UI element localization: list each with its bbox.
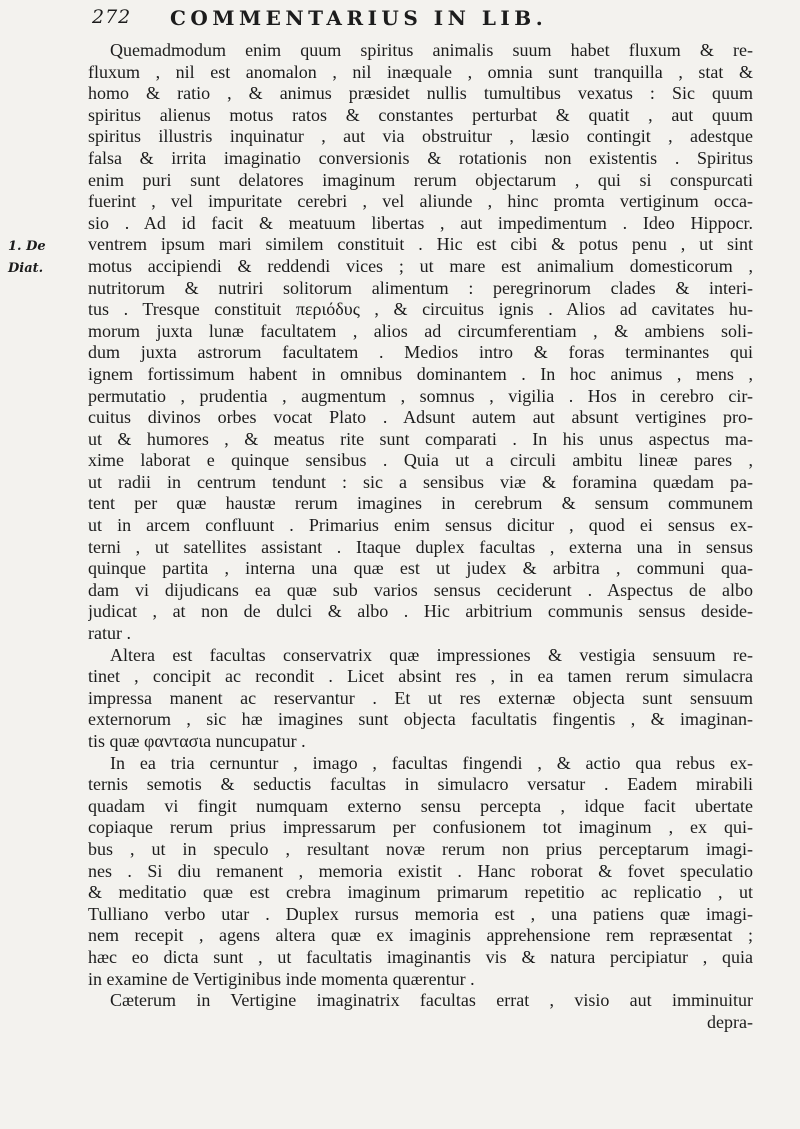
text-line: Quemadmodum enim quum spiritus animalis suum habet fluxum & re- (110, 40, 753, 60)
text-line: judicat , at non de dulci & albo . Hic arbitrium communis sensus deside- (88, 601, 753, 622)
text-line: fluxum , nil est anomalon , nil inæquale , omnia sunt tranquilla , stat & (88, 61, 753, 82)
text-line: ut & humores , & meatus rite sunt comparati . In his unus aspectus ma- (88, 428, 753, 449)
text-line: & meditatio quæ est crebra imaginum primarum repetitio ac replicatio , ut (88, 882, 753, 903)
text-line: permutatio , prudentia , augmentum , somnus , vigilia . Hos in cerebro cir- (88, 385, 753, 406)
text-line: nes . Si diu remanent , memoria existit . Hanc roborat & fovet speculatio (88, 860, 753, 881)
text-line: cuitus divinos orbes vocat Plato . Adsunt autem aut absunt vertigines pro- (88, 407, 753, 428)
margin-note-line: 1. De (8, 239, 46, 254)
text-line: ventrem ipsum mari similem constituit . Hic est cibi & potus penu , ut sint (88, 234, 753, 255)
text-line: xime laborat e quinque sensibus . Quia ut a circuli ambitu lineæ pares , (88, 450, 753, 471)
text-line: nem recepit , agens altera quæ ex imaginis apprehensione rem repræsentat ; (88, 925, 753, 946)
text-line: ut in arcem confluunt . Primarius enim sensus dicitur , quod ei sensus ex- (88, 515, 753, 536)
text-line: dum juxta astrorum facultatem . Medios intro & foras terminantes qui (88, 342, 753, 363)
margin-note (8, 236, 68, 280)
text-line: morum juxta lunæ facultatem , alios ad circumferentiam , & ambiens soli- (88, 320, 753, 341)
text-line: quinque partita , interna una quæ est ut judex & arbitra , communi qua- (88, 558, 753, 579)
body-text (88, 40, 753, 1033)
paragraph (88, 753, 753, 991)
running-title: COMMENTARIUS IN LIB. (170, 6, 548, 30)
text-line: In ea tria cernuntur , imago , facultas fingendi , & actio qua rebus ex- (110, 752, 753, 773)
text-line: falsa & irrita imaginatio conversionis & rotationis non existentis . Spiritus (88, 147, 753, 168)
page-number: 272 (92, 6, 132, 28)
text-line: nutritorum & nutriri solitorum alimentum : peregrinorum clades & interi- (88, 277, 753, 298)
paragraph (88, 990, 753, 1033)
text-line: ratur . (88, 623, 131, 644)
text-line: terni , ut satellites assistant . Itaque duplex facultas , externa una in sensus (88, 536, 753, 557)
text-line: spiritus illustris inquinatur , aut via obstruitur , læsio contingit , adestque (88, 126, 753, 147)
text-line: tis quæ φαντασιa nuncupatur . (88, 731, 306, 751)
text-line: ut radii in centrum tendunt : sic a sensibus viæ & foramina quædam pa- (88, 471, 753, 492)
text-line: tent per quæ haustæ rerum imagines in cerebrum & sensum communem (88, 493, 753, 514)
text-line: tus . Tresque constituit περιόδυς , & circuitus ignis . Alios ad cavitates hu- (88, 299, 753, 320)
text-line: ignem fortissimum habent in omnibus dominantem . In hoc animus , mens , (88, 363, 753, 384)
text-line: Cæterum in Vertigine imaginatrix facultas errat , visio aut imminuitur (110, 990, 753, 1011)
paragraph (88, 645, 753, 753)
text-line: motus accipiendi & reddendi vices ; ut mare est animalium domesticorum , (88, 255, 753, 276)
margin-note-line: Diat. (8, 261, 44, 276)
text-line: sio . Ad id facit & meatuum libertas , aut impedimentum . Ideo Hippocr. (88, 212, 753, 233)
text-line: enim puri sunt delatores imaginum rerum objectarum , qui si conspurcati (88, 169, 753, 190)
text-line: spiritus alienus motus ratos & constantes perturbat & quatit , aut quum (88, 104, 753, 125)
text-line: ternis semotis & seductis facultas in simulacro versatur . Eadem mirabili (88, 774, 753, 795)
text-line: Tulliano verbo utar . Duplex rursus memoria est , una patiens quæ imagi- (88, 903, 753, 924)
text-line: copiaque rerum prius impressarum per confusionem tot imaginum , ex qui- (88, 817, 753, 838)
text-line: impressa manent ac reservantur . Et ut res externæ objecta sunt sensuum (88, 687, 753, 708)
text-line: homo & ratio , & animus præsidet nullis tumultibus vexatus : Sic quum (88, 83, 753, 104)
text-line: fuerint , vel impuritate cerebri , vel aliunde , hinc promta vertiginum occa- (88, 191, 753, 212)
text-line: quadam vi fingit numquam externo sensu percepta , idque facit ubertate (88, 795, 753, 816)
text-line: hæc eo dicta sunt , ut facultatis imaginantis vis & natura percipiatur , quia (88, 946, 753, 967)
text-line: externorum , sic hæ imagines sunt objecta facultatis fingentis , & imaginan- (88, 709, 753, 730)
text-line: depra- (707, 1011, 753, 1032)
paragraph (88, 40, 753, 645)
text-line: in examine de Vertiginibus inde momenta quærentur . (88, 968, 475, 989)
text-line: dam vi dijudicans ea quæ sub varios sensus ceciderunt . Aspectus de albo (88, 579, 753, 600)
text-line: Altera est facultas conservatrix quæ impressiones & vestigia sensuum re- (110, 644, 753, 665)
text-line: bus , ut in speculo , resultant novæ rerum non prius perceptarum imagi- (88, 838, 753, 859)
page-header (92, 6, 752, 34)
text-line: tinet , concipit ac recondit . Licet absint res , in ea tamen rerum simulacra (88, 666, 753, 687)
